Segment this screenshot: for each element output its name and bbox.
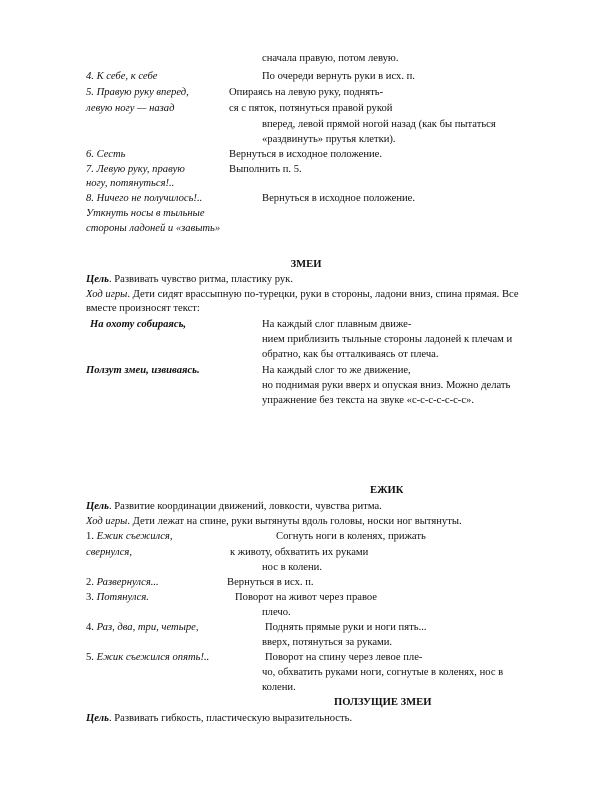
instruction-line: Опираясь на левую руку, поднять- [229, 87, 384, 98]
instruction-line: На каждый слог то же движение, [262, 365, 411, 376]
goal-text: . Развивать гибкость, пластическую выразительность. [108, 713, 353, 724]
verse-line: На охоту собираясь, [90, 319, 187, 330]
instruction-line: чо, обхватить руками ноги, согнутые в коленях, нос в [262, 667, 504, 678]
section-title: ПОЛЗУЩИЕ ЗМЕИ [334, 697, 432, 708]
instruction-line: Поднять прямые руки и ноги пять... [265, 622, 427, 633]
step-number: 3. [86, 592, 94, 603]
goal-line [86, 500, 382, 513]
goal-line [86, 273, 293, 286]
goal-line [86, 712, 352, 725]
verse-line: 4. К себе, к себе [86, 71, 158, 82]
instruction-line: вперед, левой прямой ногой назад (как бы пытаться [262, 119, 496, 130]
goal-text: . Развитие координации движений, ловкости, чувства ритма. [108, 501, 382, 512]
instruction-line: упражнение без текста на звуке «с-с-с-с-с-с-с». [262, 395, 474, 406]
verse-line: Ползут змеи, извиваясь. [86, 365, 200, 376]
verse-line: свернулся, [86, 547, 132, 558]
verse-line [86, 576, 159, 589]
instruction-line: сначала правую, потом левую. [262, 53, 399, 64]
section-title: ЕЖИК [370, 485, 404, 496]
verse-line: левую ногу — назад [86, 103, 175, 114]
course-line [86, 515, 462, 528]
goal-label: Цель [86, 501, 109, 512]
verse-line: Уткнуть носы в тыльные [86, 208, 205, 219]
instruction-line: колени. [262, 682, 296, 693]
instruction-line: «раздвинуть» прутья клетки). [262, 134, 396, 145]
course-text: . Дети лежат на спине, руки вытянуты вдоль головы, носки ног вытянуты. [127, 516, 462, 527]
step-verse: Потянулся. [96, 592, 149, 603]
step-verse: Раз, два, три, четыре, [96, 622, 199, 633]
verse-line [86, 621, 199, 634]
course-label: Ход игры [86, 289, 128, 300]
instruction-line: нием приблизить тыльные стороны ладоней к плечам и [262, 334, 513, 345]
instruction-line: нос в колени. [262, 562, 322, 573]
instruction-line: Вернуться в исходное положение. [229, 149, 383, 160]
instruction-line: Вернуться в исх. п. [227, 577, 314, 588]
step-verse: Ежик съежился, [96, 531, 173, 542]
step-number: 2. [86, 577, 94, 588]
verse-line: ногу, потянуться!.. [86, 178, 175, 189]
instruction-line: ся с пяток, потянуться правой рукой [229, 103, 393, 114]
verse-line: 7. Левую руку, правую [86, 164, 185, 175]
verse-line: 5. Правую руку вперед, [86, 87, 189, 98]
instruction-line: вверх, потянуться за руками. [262, 637, 393, 648]
instruction-line: Поворот на спину через левое пле- [265, 652, 423, 663]
course-line: вместе произносят текст: [86, 303, 200, 314]
step-verse: Ежик съежился опять!.. [96, 652, 210, 663]
goal-label: Цель [86, 274, 109, 285]
instruction-line: Выполнить п. 5. [229, 164, 302, 175]
instruction-line: Поворот на живот через правое [235, 592, 377, 603]
goal-label: Цель [86, 713, 109, 724]
course-label: Ход игры [86, 516, 128, 527]
instruction-line: По очереди вернуть руки в исх. п. [262, 71, 415, 82]
instruction-line: На каждый слог плавным движе- [262, 319, 412, 330]
verse-line: 6. Сесть [86, 149, 126, 160]
course-line [86, 288, 519, 301]
step-number: 5. [86, 652, 94, 663]
step-number: 1. [86, 531, 94, 542]
instruction-line: плечо. [262, 607, 291, 618]
instruction-line: Согнуть ноги в коленях, прижать [276, 531, 426, 542]
goal-text: . Развивать чувство ритма, пластику рук. [108, 274, 293, 285]
step-number: 4. [86, 622, 94, 633]
verse-line [86, 651, 209, 664]
instruction-line: Вернуться в исходное положение. [262, 193, 416, 204]
instruction-line: но поднимая руки вверх и опуская вниз. Можно делать [262, 380, 511, 391]
instruction-line: к животу, обхватить их руками [230, 547, 369, 558]
instruction-line: обратно, как бы отталкиваясь от плеча. [262, 349, 439, 360]
verse-line: стороны ладоней и «завыть» [86, 223, 221, 234]
verse-line [86, 591, 149, 604]
course-text: . Дети сидят врассыпную по-турецки, руки в стороны, ладони вниз, спина прямая. Все [127, 289, 519, 300]
step-verse: Развернулся... [96, 577, 159, 588]
verse-line: 8. Ничего не получилось!.. [86, 193, 203, 204]
section-title: ЗМЕИ [290, 259, 322, 270]
verse-line [86, 530, 173, 543]
